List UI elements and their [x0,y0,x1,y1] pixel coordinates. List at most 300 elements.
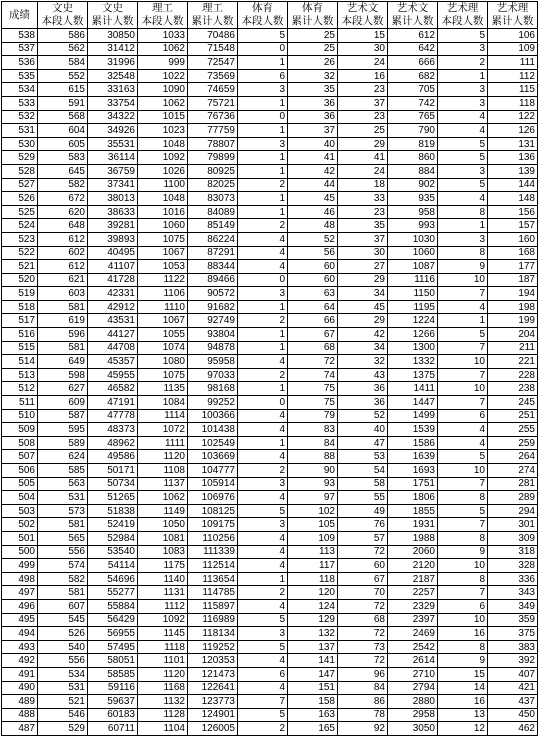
count-cell: 29 [338,137,388,151]
table-row [2,450,538,464]
count-cell: 1118 [138,640,188,654]
count-cell: 7 [438,586,488,600]
count-cell: 63 [288,287,338,301]
count-cell: 3 [238,627,288,641]
table-row [2,586,538,600]
count-cell: 0 [238,396,288,410]
count-cell: 1120 [138,667,188,681]
count-cell: 41 [338,151,388,165]
count-cell: 8 [438,246,488,260]
count-cell: 72547 [188,56,238,70]
count-cell: 1111 [138,436,188,450]
count-cell: 1586 [388,436,438,450]
count-cell: 37 [288,124,338,138]
count-cell: 33754 [88,96,138,110]
table-row [2,273,538,287]
count-cell: 83073 [188,192,238,206]
count-cell: 4 [238,599,288,613]
count-cell: 318 [488,545,538,559]
count-cell: 48 [288,219,338,233]
table-row [2,491,538,505]
count-cell: 581 [38,300,88,314]
table-row [2,572,538,586]
count-cell: 31996 [88,56,138,70]
count-cell: 556 [38,545,88,559]
count-cell: 75721 [188,96,238,110]
score-cell: 490 [2,681,38,695]
count-cell: 682 [388,69,438,83]
count-cell: 1108 [138,464,188,478]
table-row [2,722,538,736]
count-cell: 110256 [188,531,238,545]
count-cell: 38013 [88,192,138,206]
count-cell: 251 [488,409,538,423]
column-header-label: 累计人数 [391,16,434,27]
count-cell: 100366 [188,409,238,423]
count-cell: 122641 [188,681,238,695]
score-cell: 503 [2,504,38,518]
table-row [2,559,538,573]
count-cell: 1048 [138,137,188,151]
count-cell: 98168 [188,382,238,396]
count-cell: 105914 [188,477,238,491]
count-cell: 556 [38,654,88,668]
count-cell: 255 [488,423,538,437]
score-cell: 512 [2,382,38,396]
count-cell: 47 [338,436,388,450]
count-cell: 4 [238,491,288,505]
count-cell: 602 [38,246,88,260]
count-cell: 1135 [138,382,188,396]
count-cell: 73 [338,640,388,654]
count-cell: 2257 [388,586,438,600]
table-row [2,531,538,545]
count-cell: 5 [438,328,488,342]
count-cell: 1988 [388,531,438,545]
score-cell: 535 [2,69,38,83]
column-header [388,2,438,29]
count-cell: 343 [488,586,538,600]
score-cell: 524 [2,219,38,233]
count-cell: 563 [38,477,88,491]
count-cell: 141 [288,654,338,668]
score-cell: 534 [2,83,38,97]
table-row [2,382,538,396]
count-cell: 3 [238,477,288,491]
table-row [2,137,538,151]
score-cell: 498 [2,572,38,586]
count-cell: 75 [288,382,338,396]
count-cell: 199 [488,314,538,328]
count-cell: 29 [338,273,388,287]
count-cell: 106 [488,29,538,43]
column-header [238,2,288,29]
count-cell: 619 [38,314,88,328]
score-cell: 533 [2,96,38,110]
count-cell: 349 [488,599,538,613]
count-cell: 16 [438,627,488,641]
table-row [2,409,538,423]
count-cell: 129 [288,613,338,627]
count-cell: 531 [38,491,88,505]
table-row [2,69,538,83]
count-cell: 112 [488,69,538,83]
table-row [2,627,538,641]
count-cell: 884 [388,164,438,178]
score-cell: 507 [2,450,38,464]
table-row [2,83,538,97]
count-cell: 421 [488,681,538,695]
table-row [2,219,538,233]
table-row [2,368,538,382]
count-cell: 1 [438,219,488,233]
column-header-group: 理工 [152,3,173,14]
count-cell: 1931 [388,518,438,532]
count-cell: 157 [488,219,538,233]
count-cell: 1060 [388,246,438,260]
count-cell: 43531 [88,314,138,328]
count-cell: 96 [338,667,388,681]
count-cell: 30 [338,42,388,56]
count-cell: 118 [488,96,538,110]
score-cell: 523 [2,232,38,246]
count-cell: 6 [238,69,288,83]
count-cell: 2794 [388,681,438,695]
count-cell: 1132 [138,695,188,709]
count-cell: 2 [238,464,288,478]
count-cell: 3 [238,518,288,532]
count-cell: 78 [338,708,388,722]
count-cell: 23 [338,83,388,97]
count-cell: 1104 [138,722,188,736]
count-cell: 36 [338,396,388,410]
count-cell: 74659 [188,83,238,97]
count-cell: 71548 [188,42,238,56]
score-cell: 489 [2,695,38,709]
count-cell: 301 [488,518,538,532]
count-cell: 1114 [138,409,188,423]
count-cell: 35531 [88,137,138,151]
count-cell: 34926 [88,124,138,138]
column-header-label: 累计人数 [491,16,534,27]
count-cell: 194 [488,287,538,301]
count-cell: 50734 [88,477,138,491]
count-cell: 55 [338,491,388,505]
count-cell: 77759 [188,124,238,138]
count-cell: 76 [338,518,388,532]
count-cell: 45955 [88,368,138,382]
count-cell: 4 [438,436,488,450]
count-cell: 59637 [88,695,138,709]
count-cell: 122 [488,110,538,124]
count-cell: 8 [438,572,488,586]
count-cell: 90572 [188,287,238,301]
score-cell: 497 [2,586,38,600]
count-cell: 60 [338,559,388,573]
count-cell: 211 [488,341,538,355]
count-cell: 111339 [188,545,238,559]
count-cell: 76736 [188,110,238,124]
count-cell: 94878 [188,341,238,355]
count-cell: 10 [438,382,488,396]
count-cell: 1122 [138,273,188,287]
table-row [2,110,538,124]
count-cell: 24 [338,56,388,70]
count-cell: 6 [238,667,288,681]
count-cell: 1120 [138,450,188,464]
table-row [2,464,538,478]
count-cell: 993 [388,219,438,233]
count-cell: 86 [338,695,388,709]
count-cell: 309 [488,531,538,545]
table-row [2,287,538,301]
count-cell: 41107 [88,260,138,274]
count-cell: 565 [38,531,88,545]
count-cell: 1055 [138,328,188,342]
count-cell: 70 [338,586,388,600]
score-cell: 525 [2,205,38,219]
score-cell: 530 [2,137,38,151]
count-cell: 25 [338,124,388,138]
count-cell: 10 [438,464,488,478]
count-cell: 42 [288,164,338,178]
table-row [2,205,538,219]
count-cell: 72 [338,654,388,668]
count-cell: 2469 [388,627,438,641]
table-row [2,178,538,192]
score-cell: 499 [2,559,38,573]
count-cell: 591 [38,96,88,110]
count-cell: 50171 [88,464,138,478]
count-cell: 9 [438,545,488,559]
count-cell: 60183 [88,708,138,722]
count-cell: 72 [338,545,388,559]
column-header-label: 本段人数 [441,16,484,27]
count-cell: 4 [238,409,288,423]
count-cell: 108125 [188,504,238,518]
column-header-label: 本段人数 [241,16,284,27]
count-cell: 1693 [388,464,438,478]
count-cell: 742 [388,96,438,110]
table-row [2,504,538,518]
count-cell: 49586 [88,450,138,464]
count-cell: 53540 [88,545,138,559]
count-cell: 1195 [388,300,438,314]
count-cell: 45 [288,192,338,206]
count-cell: 1806 [388,491,438,505]
count-cell: 187 [488,273,538,287]
count-cell: 26 [288,56,338,70]
column-header-label: 累计人数 [91,16,134,27]
count-cell: 587 [38,409,88,423]
count-cell: 4 [438,423,488,437]
count-cell: 437 [488,695,538,709]
count-cell: 25 [288,29,338,43]
count-cell: 106976 [188,491,238,505]
count-cell: 1128 [138,708,188,722]
count-cell: 91682 [188,300,238,314]
count-cell: 2120 [388,559,438,573]
table-row [2,436,538,450]
count-cell: 586 [38,29,88,43]
count-cell: 540 [38,640,88,654]
score-cell: 513 [2,368,38,382]
table-row [2,396,538,410]
count-cell: 4 [238,531,288,545]
count-cell: 2 [238,722,288,736]
count-cell: 48373 [88,423,138,437]
count-cell: 144 [488,178,538,192]
count-cell: 124 [288,599,338,613]
table-row [2,164,538,178]
table-row [2,151,538,165]
count-cell: 93 [288,477,338,491]
column-header [88,2,138,29]
table-row [2,42,538,56]
count-cell: 55277 [88,586,138,600]
count-cell: 1022 [138,69,188,83]
count-cell: 42912 [88,300,138,314]
table-row [2,246,538,260]
count-cell: 37 [338,232,388,246]
count-cell: 581 [38,341,88,355]
count-cell: 259 [488,436,538,450]
table-row [2,355,538,369]
count-cell: 1100 [138,178,188,192]
count-cell: 1084 [138,396,188,410]
count-cell: 4 [238,654,288,668]
score-cell: 529 [2,151,38,165]
count-cell: 14 [438,681,488,695]
count-cell: 264 [488,450,538,464]
count-cell: 1023 [138,124,188,138]
table-row [2,640,538,654]
count-cell: 529 [38,722,88,736]
table-row [2,300,538,314]
count-cell: 89466 [188,273,238,287]
count-cell: 86224 [188,232,238,246]
count-cell: 1 [238,328,288,342]
table-row [2,260,538,274]
score-cell: 494 [2,627,38,641]
count-cell: 57495 [88,640,138,654]
count-cell: 59116 [88,681,138,695]
count-cell: 1106 [138,287,188,301]
count-cell: 595 [38,423,88,437]
count-cell: 582 [38,572,88,586]
count-cell: 103669 [188,450,238,464]
count-cell: 2 [238,368,288,382]
count-cell: 1090 [138,83,188,97]
table-row [2,328,538,342]
count-cell: 114785 [188,586,238,600]
score-cell: 501 [2,531,38,545]
count-cell: 101438 [188,423,238,437]
count-cell: 90 [288,464,338,478]
count-cell: 1131 [138,586,188,600]
count-cell: 1 [238,96,288,110]
count-cell: 54 [338,464,388,478]
column-header [338,2,388,29]
count-cell: 450 [488,708,538,722]
count-cell: 1266 [388,328,438,342]
count-cell: 1150 [388,287,438,301]
count-cell: 6 [438,599,488,613]
count-cell: 34 [338,341,388,355]
count-cell: 36 [288,96,338,110]
count-cell: 18 [338,178,388,192]
count-cell: 1080 [138,355,188,369]
count-cell: 1074 [138,341,188,355]
count-cell: 1060 [138,219,188,233]
count-cell: 245 [488,396,538,410]
count-cell: 2187 [388,572,438,586]
column-header [488,2,538,29]
count-cell: 92749 [188,314,238,328]
count-cell: 25 [288,42,338,56]
column-header-group: 体育 [252,3,273,14]
count-cell: 1033 [138,29,188,43]
count-cell: 5 [438,151,488,165]
column-header-group: 艺术理 [496,3,529,14]
count-cell: 165 [288,722,338,736]
count-cell: 112514 [188,559,238,573]
column-header-label: 本段人数 [341,16,384,27]
count-cell: 160 [488,232,538,246]
count-cell: 33163 [88,83,138,97]
count-cell: 67 [288,328,338,342]
count-cell: 1 [238,151,288,165]
count-cell: 1 [238,341,288,355]
count-cell: 546 [38,708,88,722]
count-cell: 44127 [88,328,138,342]
count-cell: 67 [338,572,388,586]
count-cell: 32 [338,355,388,369]
count-cell: 82025 [188,178,238,192]
count-cell: 156 [488,205,538,219]
count-cell: 1332 [388,355,438,369]
count-cell: 765 [388,110,438,124]
score-cell: 504 [2,491,38,505]
count-cell: 115 [488,83,538,97]
count-cell: 34322 [88,110,138,124]
count-cell: 4 [238,355,288,369]
count-cell: 1026 [138,164,188,178]
count-cell: 615 [38,83,88,97]
count-cell: 78807 [188,137,238,151]
count-cell: 95958 [188,355,238,369]
count-cell: 7 [438,518,488,532]
count-cell: 137 [288,640,338,654]
count-cell: 2329 [388,599,438,613]
count-cell: 39281 [88,219,138,233]
count-cell: 42 [338,328,388,342]
count-cell: 93804 [188,328,238,342]
count-cell: 10 [438,559,488,573]
score-cell: 487 [2,722,38,736]
count-cell: 54696 [88,572,138,586]
score-cell: 515 [2,341,38,355]
count-cell: 1751 [388,477,438,491]
count-cell: 3 [238,83,288,97]
count-cell: 1224 [388,314,438,328]
count-cell: 359 [488,613,538,627]
count-cell: 47191 [88,396,138,410]
count-cell: 221 [488,355,538,369]
count-cell: 5 [238,613,288,627]
count-cell: 585 [38,464,88,478]
count-cell: 294 [488,504,538,518]
